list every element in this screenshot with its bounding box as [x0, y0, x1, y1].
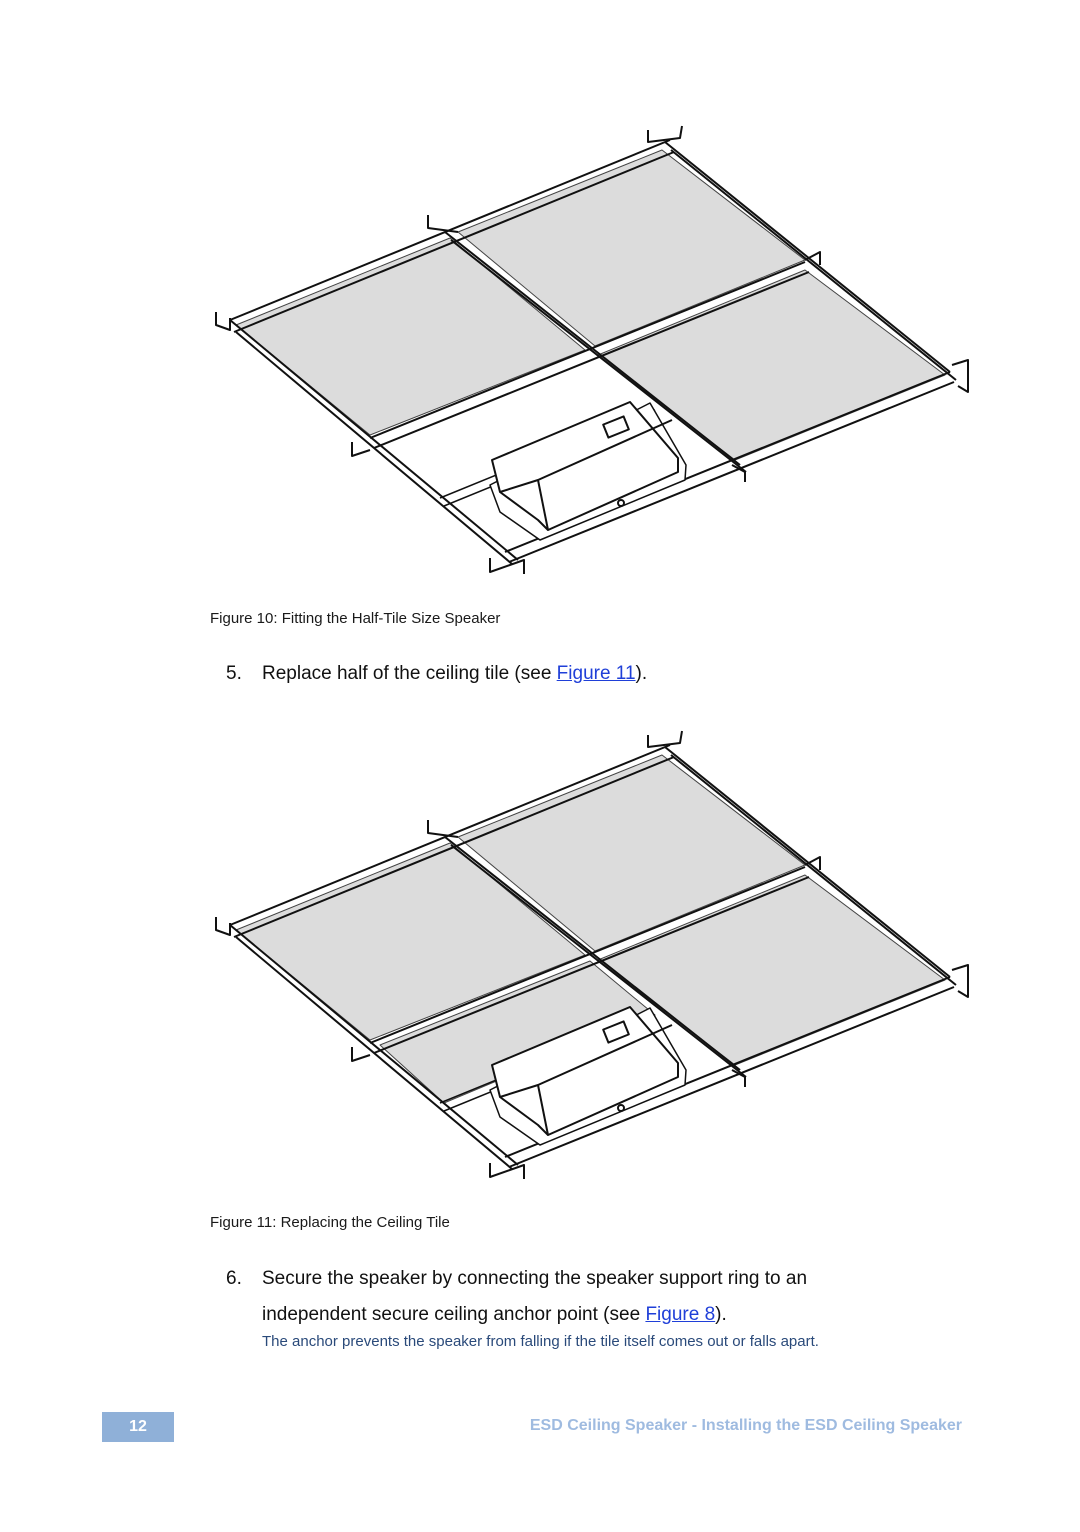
step-text-line2: independent secure ceiling anchor point (see — [262, 1304, 646, 1325]
figure-11-caption: Figure 11: Replacing the Ceiling Tile — [210, 1214, 450, 1231]
ceiling-grid-drawing — [200, 120, 990, 590]
step-text-line1: Secure the speaker by connecting the speaker support ring to an — [262, 1268, 808, 1289]
figure-8-link[interactable]: Figure 8 — [645, 1304, 716, 1325]
rail-end-tab — [352, 442, 370, 456]
figure-11-illustration — [200, 725, 990, 1195]
step-text-end: ). — [715, 1304, 727, 1325]
footer-title: ESD Ceiling Speaker - Installing the ESD Ceiling Speaker — [529, 1417, 962, 1434]
step-number: 6. — [226, 1268, 242, 1289]
figure-10-illustration — [200, 120, 990, 590]
speaker-screw — [618, 1105, 624, 1111]
figure-10-caption: Figure 10: Fitting the Half-Tile Size Speaker — [210, 610, 501, 627]
speaker-screw — [618, 500, 624, 506]
rail-end-tab — [952, 965, 968, 997]
step-5 — [226, 656, 647, 692]
page-number-badge: 12 — [102, 1412, 174, 1442]
rail-end-tab — [216, 312, 230, 330]
step-text-end: ). — [635, 663, 648, 684]
rail-end-tab — [352, 1047, 370, 1061]
step-6 — [226, 1261, 926, 1333]
anchor-note: The anchor prevents the speaker from falling if the tile itself comes out or falls apart. — [262, 1333, 819, 1350]
ceiling-grid-drawing — [200, 725, 990, 1195]
step-text-line2-wrap — [226, 1297, 926, 1333]
figure-11-link[interactable]: Figure 11 — [556, 663, 636, 684]
rail-end-tab — [216, 917, 230, 935]
rail-end-tab — [648, 731, 682, 747]
rail-end-tab — [648, 126, 682, 142]
step-number: 5. — [226, 663, 242, 684]
step-text: Replace half of the ceiling tile (see — [262, 663, 557, 684]
rail-end-tab — [952, 360, 968, 392]
